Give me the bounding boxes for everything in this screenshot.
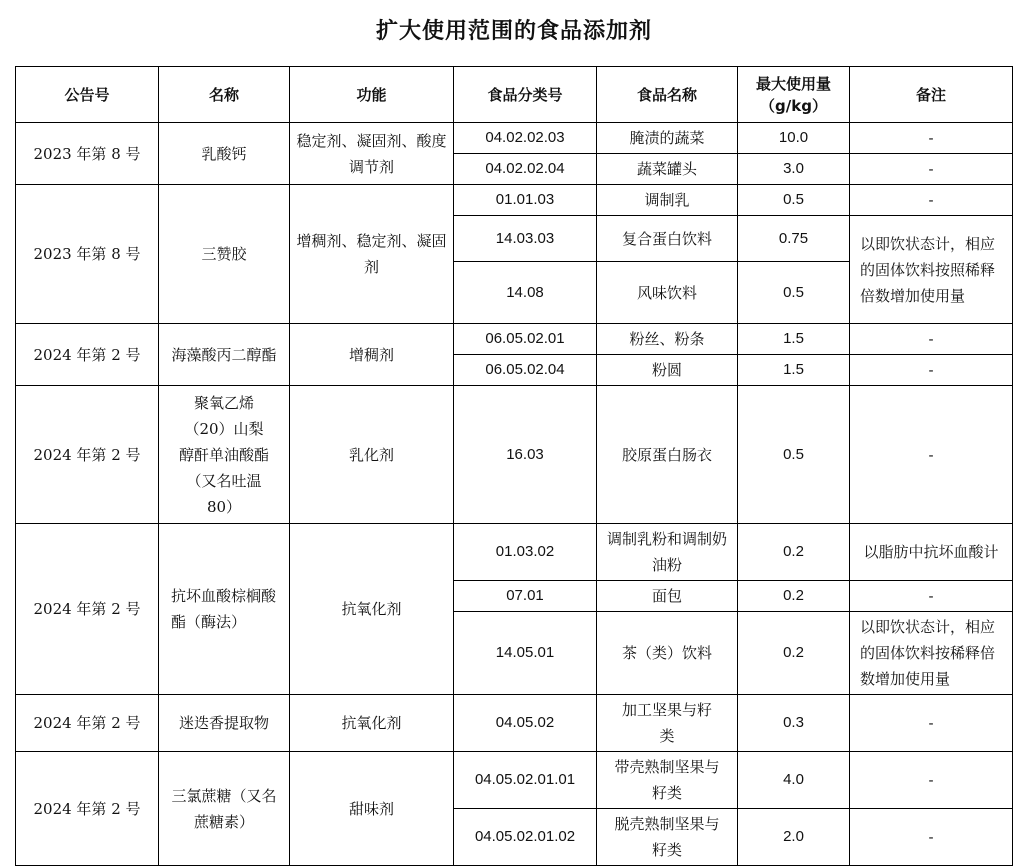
cell-category-no: 14.03.03 [454,216,597,262]
cell-max-use: 1.5 [738,324,850,355]
cell-food-name: 复合蛋白饮料 [597,216,738,262]
cell-category-no: 01.01.03 [454,185,597,216]
cell-remark: - [850,581,1013,612]
cell-announcement: 2024 年第 2 号 [16,324,159,386]
cell-food-name: 带壳熟制坚果与籽类 [597,752,738,809]
cell-category-no: 14.05.01 [454,612,597,695]
cell-remark: - [850,355,1013,386]
cell-category-no: 06.05.02.04 [454,355,597,386]
cell-category-no: 04.05.02.01.02 [454,809,597,866]
cell-function: 增稠剂、稳定剂、凝固剂 [290,185,454,324]
cell-max-use: 0.3 [738,695,850,752]
cell-remark: - [850,386,1013,524]
cell-remark: - [850,123,1013,154]
cell-name: 乳酸钙 [159,123,290,185]
table-row [16,524,1013,581]
cell-food-name: 脱壳熟制坚果与籽类 [597,809,738,866]
cell-max-use: 0.5 [738,185,850,216]
cell-food-name: 茶（类）饮料 [597,612,738,695]
cell-function: 甜味剂 [290,752,454,866]
cell-remark: - [850,154,1013,185]
cell-announcement: 2024 年第 2 号 [16,752,159,866]
cell-announcement: 2024 年第 2 号 [16,386,159,524]
cell-food-name: 蔬菜罐头 [597,154,738,185]
cell-max-use: 0.2 [738,524,850,581]
cell-max-use: 0.75 [738,216,850,262]
cell-category-no: 04.02.02.04 [454,154,597,185]
cell-category-no: 06.05.02.01 [454,324,597,355]
cell-max-use: 0.2 [738,612,850,695]
cell-max-use: 0.2 [738,581,850,612]
cell-category-no: 01.03.02 [454,524,597,581]
cell-name: 三氯蔗糖（又名蔗糖素） [159,752,290,866]
cell-announcement: 2023 年第 8 号 [16,185,159,324]
cell-food-name: 粉丝、粉条 [597,324,738,355]
cell-remark: 以即饮状态计，相应的固体饮料按照稀释倍数增加使用量 [850,216,1013,324]
cell-category-no: 07.01 [454,581,597,612]
cell-announcement: 2023 年第 8 号 [16,123,159,185]
cell-announcement: 2024 年第 2 号 [16,524,159,695]
cell-max-use: 0.5 [738,386,850,524]
cell-food-name: 腌渍的蔬菜 [597,123,738,154]
table-row [16,695,1013,752]
page-title: 扩大使用范围的食品添加剂 [375,19,652,44]
cell-max-use: 3.0 [738,154,850,185]
cell-remark: - [850,185,1013,216]
cell-name: 抗坏血酸棕榈酸酯（酶法） [159,524,290,695]
table-row [16,386,1013,524]
cell-remark: 以脂肪中抗坏血酸计 [850,524,1013,581]
cell-name: 聚氧乙烯（20）山梨醇酐单油酸酯（又名吐温80） [159,386,290,524]
cell-max-use: 0.5 [738,262,850,324]
cell-max-use: 10.0 [738,123,850,154]
cell-max-use: 4.0 [738,752,850,809]
cell-remark: - [850,324,1013,355]
cell-food-name: 粉圆 [597,355,738,386]
cell-remark: - [850,695,1013,752]
table-row [16,123,1013,154]
header-remark: 备注 [850,67,1013,123]
cell-max-use: 2.0 [738,809,850,866]
cell-category-no: 14.08 [454,262,597,324]
cell-function: 稳定剂、凝固剂、酸度调节剂 [290,123,454,185]
header-food-name: 食品名称 [597,67,738,123]
cell-category-no: 16.03 [454,386,597,524]
cell-remark: 以即饮状态计，相应的固体饮料按稀释倍数增加使用量 [850,612,1013,695]
cell-category-no: 04.05.02 [454,695,597,752]
cell-food-name: 调制乳 [597,185,738,216]
cell-food-name: 风味饮料 [597,262,738,324]
table-row [16,752,1013,809]
cell-function: 抗氧化剂 [290,524,454,695]
table-row [16,185,1013,216]
header-announcement: 公告号 [16,67,159,123]
header-max-use-line1: 最大使用量 [755,74,831,93]
cell-food-name: 面包 [597,581,738,612]
cell-name: 迷迭香提取物 [159,695,290,752]
cell-food-name: 胶原蛋白肠衣 [597,386,738,524]
cell-announcement: 2024 年第 2 号 [16,695,159,752]
cell-max-use: 1.5 [738,355,850,386]
cell-function: 增稠剂 [290,324,454,386]
cell-remark: - [850,809,1013,866]
cell-remark: - [850,752,1013,809]
header-name: 名称 [159,67,290,123]
cell-function: 抗氧化剂 [290,695,454,752]
cell-category-no: 04.02.02.03 [454,123,597,154]
header-max-use [738,67,850,123]
cell-function: 乳化剂 [290,386,454,524]
header-max-use-line2: （g/kg） [760,96,827,115]
cell-food-name: 加工坚果与籽类 [597,695,738,752]
header-category-no: 食品分类号 [454,67,597,123]
cell-name: 三赞胶 [159,185,290,324]
cell-name: 海藻酸丙二醇酯 [159,324,290,386]
header-row [16,67,1013,123]
cell-category-no: 04.05.02.01.01 [454,752,597,809]
table-row [16,324,1013,355]
header-function: 功能 [290,67,454,123]
additives-table [15,66,1013,866]
cell-food-name: 调制乳粉和调制奶油粉 [597,524,738,581]
